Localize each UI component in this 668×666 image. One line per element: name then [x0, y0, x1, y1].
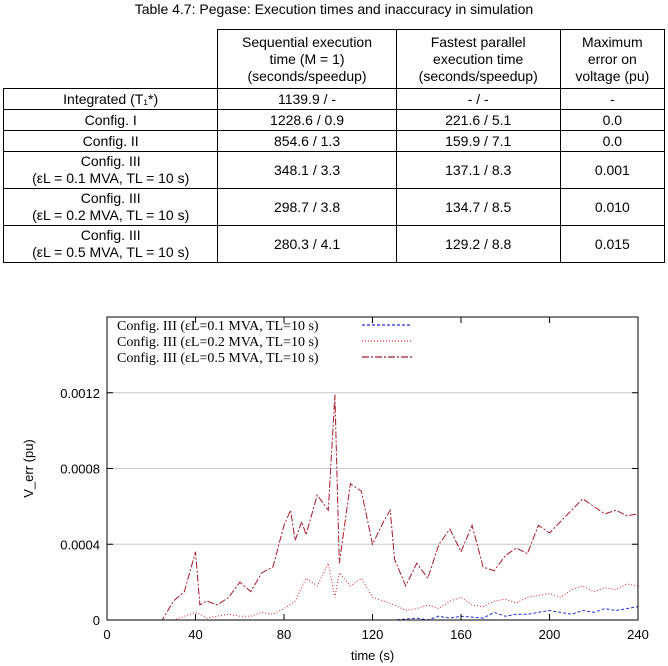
- plot-series: [107, 395, 638, 620]
- cell-parallel: 134.7 / 8.5: [396, 189, 560, 226]
- x-axis-label: time (s): [350, 648, 395, 663]
- row-label: Config. I: [4, 110, 218, 131]
- row-label: [4, 226, 218, 263]
- legend-label: Config. III (εL=0.5 MVA, TL=10 s): [117, 351, 319, 366]
- table-row: [4, 226, 665, 263]
- table-header-blank: [4, 30, 218, 89]
- cell-sequential: 298.7 / 3.8: [218, 189, 396, 226]
- x-tick-label: 240: [627, 627, 649, 642]
- row-label-line: Config. III: [80, 153, 141, 169]
- row-label: [4, 189, 218, 226]
- row-label-line: (εL = 0.2 MVA, TL = 10 s): [32, 207, 190, 223]
- row-label: Integrated (T₁*): [4, 89, 218, 110]
- cell-parallel: 129.2 / 8.8: [396, 226, 560, 263]
- cell-parallel: 159.9 / 7.1: [396, 131, 560, 152]
- series-line: [107, 563, 638, 620]
- cell-sequential: 1139.9 / -: [218, 89, 396, 110]
- table-row: [4, 110, 665, 131]
- header-line: execution time: [433, 50, 524, 67]
- cell-error: 0.010: [560, 189, 664, 226]
- header-line: Sequential execution: [242, 33, 373, 50]
- cell-error: 0.001: [560, 152, 664, 189]
- header-error: [560, 30, 664, 89]
- error-plot: [0, 300, 668, 666]
- table-row: [4, 89, 665, 110]
- plot-grid: [107, 393, 638, 545]
- x-tick-label: 40: [188, 627, 203, 642]
- y-tick-label: 0.0008: [60, 461, 100, 477]
- header-line: (seconds/speedup): [418, 67, 538, 84]
- cell-error: -: [560, 89, 664, 110]
- row-label: Config. II: [4, 131, 218, 152]
- x-tick-label: 200: [538, 627, 561, 642]
- cell-sequential: 280.3 / 4.1: [218, 226, 396, 263]
- x-tick-label: 120: [361, 627, 384, 642]
- row-label: [4, 152, 218, 189]
- table-row: [4, 131, 665, 152]
- series-line: [107, 395, 638, 620]
- y-tick-label: 0.0012: [60, 385, 100, 401]
- row-label-line: (εL = 0.5 MVA, TL = 10 s): [32, 244, 190, 260]
- x-tick-label: 160: [450, 627, 472, 642]
- y-tick-label: 0: [92, 613, 100, 628]
- cell-parallel: 221.6 / 5.1: [396, 110, 560, 131]
- cell-sequential: 1228.6 / 0.9: [218, 110, 396, 131]
- x-tick-label: 80: [276, 627, 292, 642]
- header-line: Fastest parallel: [430, 33, 526, 50]
- table-header-row: [4, 30, 665, 89]
- cell-sequential: 854.6 / 1.3: [218, 131, 396, 152]
- y-tick-label: 0.0004: [60, 537, 100, 553]
- plot-legend: [117, 319, 412, 366]
- cell-parallel: - / -: [396, 89, 560, 110]
- cell-error: 0.0: [560, 131, 664, 152]
- row-label-line: Config. III: [80, 227, 141, 243]
- table-row: [4, 152, 665, 189]
- x-tick-label: 0: [103, 627, 111, 642]
- header-line: (seconds/speedup): [247, 67, 367, 84]
- header-line: voltage (pu): [575, 67, 650, 84]
- header-line: time (M = 1): [269, 50, 345, 67]
- cell-sequential: 348.1 / 3.3: [218, 152, 396, 189]
- row-label-line: Config. III: [80, 190, 141, 206]
- header-parallel: [396, 30, 560, 89]
- legend-label: Config. III (εL=0.2 MVA, TL=10 s): [117, 335, 319, 350]
- cell-error: 0.015: [560, 226, 664, 263]
- cell-parallel: 137.1 / 8.3: [396, 152, 560, 189]
- table-caption: Table 4.7: Pegase: Execution times and inaccuracy in simulation: [134, 1, 534, 17]
- table-row: [4, 189, 665, 226]
- results-table: [3, 29, 665, 263]
- cell-error: 0.0: [560, 110, 664, 131]
- y-axis-label: V_err (pu): [21, 439, 36, 498]
- header-sequential: [218, 30, 396, 89]
- header-line: error on: [587, 50, 637, 67]
- header-line: Maximum: [582, 33, 643, 50]
- row-label-line: (εL = 0.1 MVA, TL = 10 s): [32, 170, 190, 186]
- legend-label: Config. III (εL=0.1 MVA, TL=10 s): [117, 319, 319, 334]
